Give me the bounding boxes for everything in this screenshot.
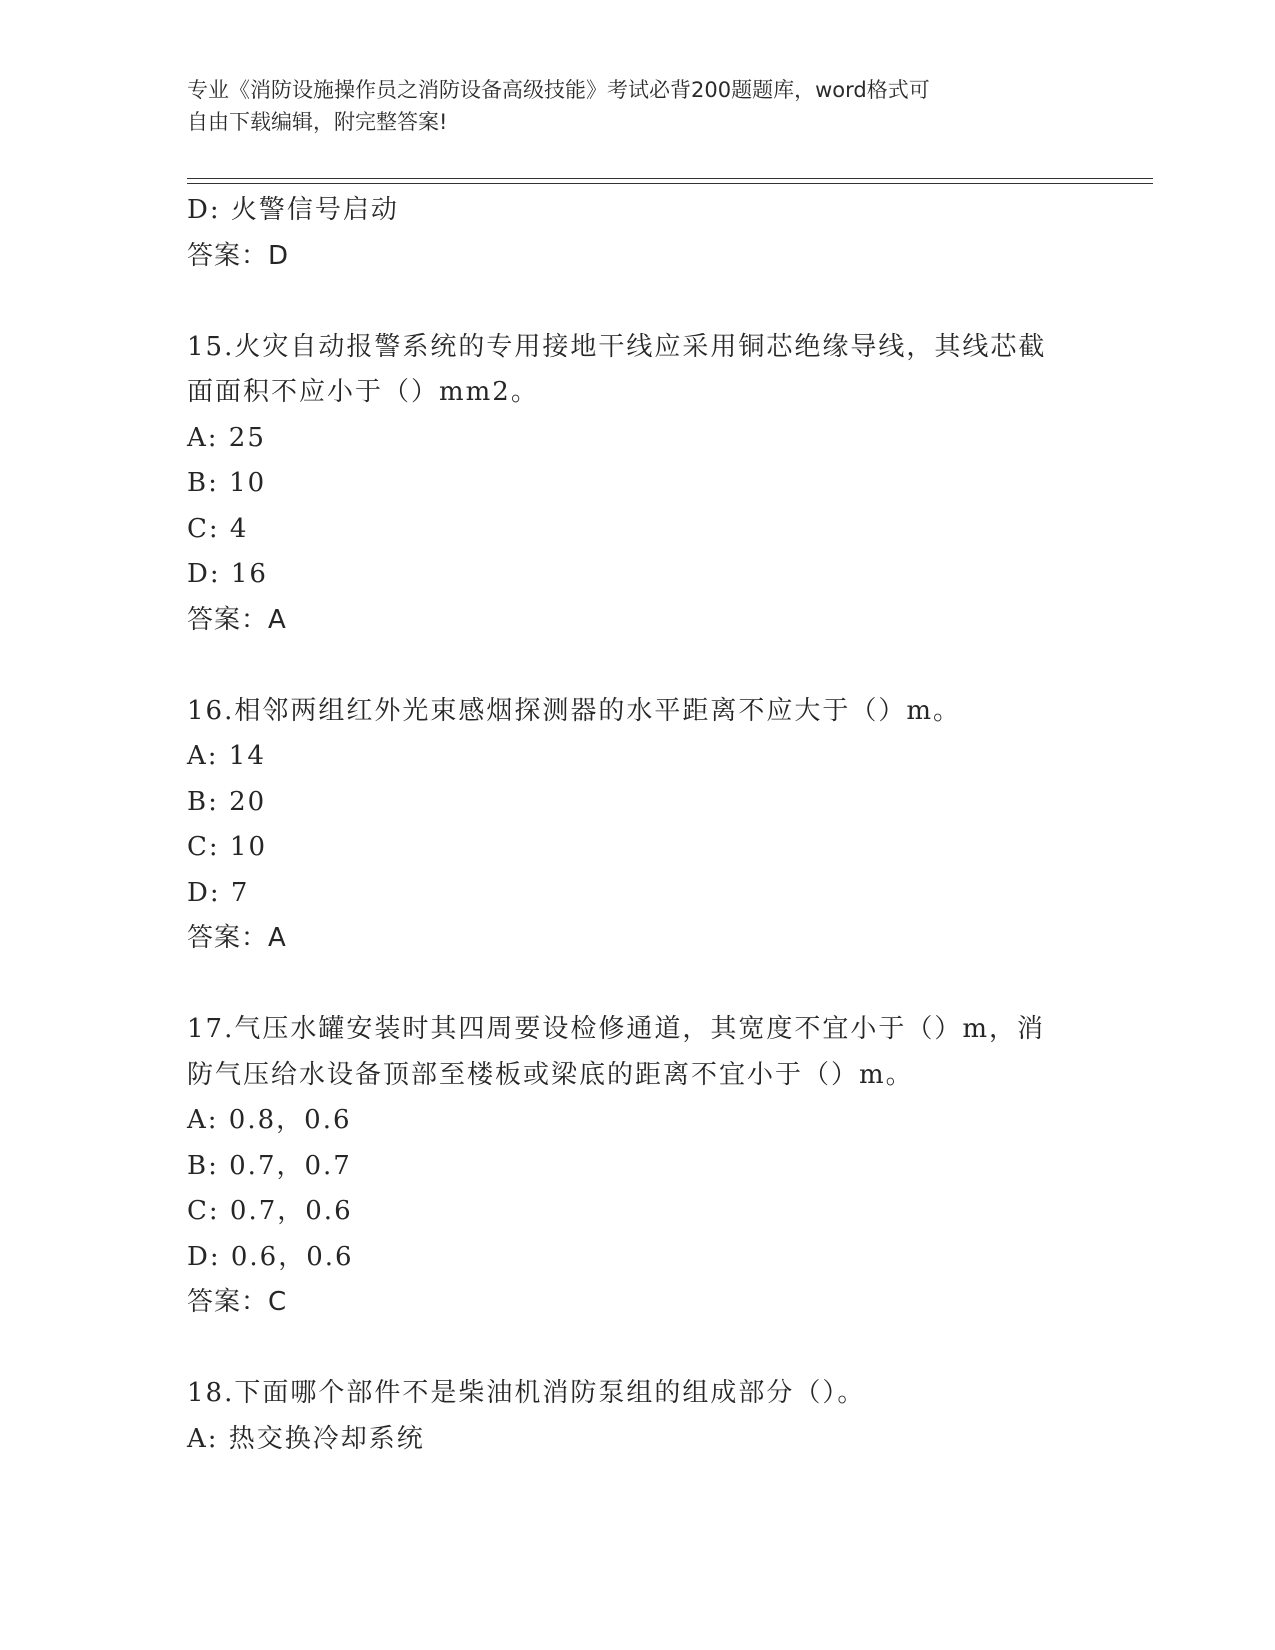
answer: 答案：A — [187, 923, 287, 953]
answer: 答案：C — [187, 1287, 288, 1317]
option-d: D: 火警信号启动 — [187, 195, 399, 225]
header-line-2: 自由下载编辑，附完整答案! — [187, 110, 448, 134]
option-d: D: 7 — [187, 877, 250, 908]
option-c: C: 0.7，0.6 — [187, 1196, 353, 1226]
question-stem: 17.气压水罐安装时其四周要设检修通道，其宽度不宜小于（）m，消 — [187, 1014, 1046, 1044]
header-line-1: 专业《消防设施操作员之消防设备高级技能》考试必背200题题库，word格式可 — [187, 78, 930, 102]
option-a: A: 0.8，0.6 — [187, 1105, 352, 1135]
option-b: B: 0.7，0.7 — [187, 1150, 352, 1181]
spacer — [187, 279, 1087, 325]
question-stem: 18.下面哪个部件不是柴油机消防泵组的组成部分（）。 — [187, 1378, 866, 1408]
question-15 — [187, 325, 1087, 644]
option-c: C: 10 — [187, 832, 268, 862]
question-18 — [187, 1371, 1087, 1462]
document-header — [187, 74, 1087, 138]
option-b: B: 10 — [187, 468, 267, 498]
header-rule-top — [187, 178, 1153, 179]
question-list — [187, 188, 1087, 1462]
option-a: A: 14 — [187, 741, 266, 771]
question-stem: 防气压给水设备顶部至楼板或梁底的距离不宜小于（）m。 — [187, 1059, 914, 1090]
answer: 答案：D — [187, 240, 290, 271]
header-rule-bottom — [187, 183, 1153, 184]
answer: 答案：A — [187, 604, 287, 635]
question-17 — [187, 1007, 1087, 1326]
question-stem: 15.火灾自动报警系统的专用接地干线应采用铜芯绝缘导线，其线芯截 — [187, 331, 1047, 362]
spacer — [187, 643, 1087, 689]
question-stem: 16.相邻两组红外光束感烟探测器的水平距离不应大于（）m。 — [187, 695, 962, 726]
option-d: D: 0.6，0.6 — [187, 1241, 354, 1272]
spacer — [187, 1326, 1087, 1372]
option-a: A: 热交换冷却系统 — [187, 1423, 425, 1454]
question-stem: 面面积不应小于（）mm2。 — [187, 377, 539, 407]
question-16 — [187, 689, 1087, 962]
option-b: B: 20 — [187, 786, 267, 817]
option-a: A: 25 — [187, 422, 266, 453]
spacer — [187, 962, 1087, 1008]
option-c: C: 4 — [187, 513, 249, 544]
option-d: D: 16 — [187, 559, 268, 589]
